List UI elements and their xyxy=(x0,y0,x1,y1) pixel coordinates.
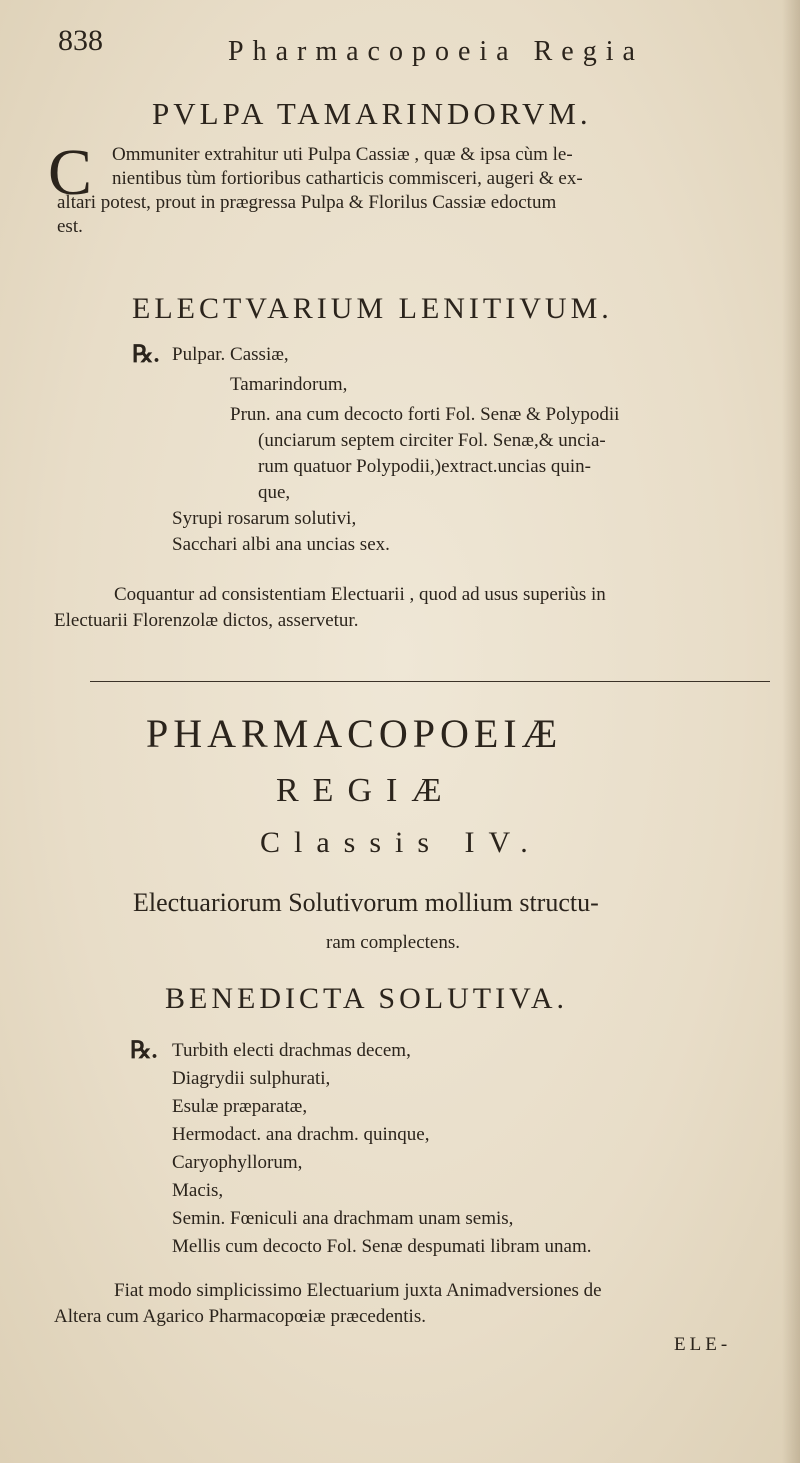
running-head: Pharmacopoeia Regia xyxy=(228,36,644,67)
recipe-symbol: ℞. xyxy=(132,342,160,368)
horizontal-rule xyxy=(90,681,770,682)
ingredient-line: (unciarum septem circiter Fol. Senæ,& uncia- xyxy=(258,430,606,451)
ingredient-line: Diagrydii sulphurati, xyxy=(172,1068,331,1089)
part-subheading: REGIÆ xyxy=(276,772,456,809)
page-number: 838 xyxy=(58,24,103,57)
ingredient-line: Esulæ præparatæ, xyxy=(172,1096,308,1117)
ingredient-line: Pulpar. Cassiæ, xyxy=(172,344,289,365)
page-edge-shadow xyxy=(782,0,800,1463)
ingredient-line: Syrupi rosarum solutivi, xyxy=(172,508,357,529)
para-line: altari potest, prout in prægressa Pulpa & Florilus Cassiæ edoctum xyxy=(57,192,557,213)
closing-line: Electuarii Florenzolæ dictos, asservetur. xyxy=(54,610,359,631)
ingredient-line: Semin. Fœniculi ana drachmam unam semis, xyxy=(172,1208,514,1229)
closing-line: Coquantur ad consistentiam Electuarii , quod ad usus superiùs in xyxy=(114,584,606,605)
para-line: Ommuniter extrahitur uti Pulpa Cassiæ , quæ & ipsa cùm le- xyxy=(112,144,573,165)
ingredient-line: Turbith electi drachmas decem, xyxy=(172,1040,411,1061)
ingredient-line: Caryophyllorum, xyxy=(172,1152,303,1173)
closing-line: Altera cum Agarico Pharmacopœiæ præcedentis. xyxy=(54,1306,426,1327)
ingredient-line: rum quatuor Polypodii,)extract.uncias quin- xyxy=(258,456,591,477)
part-description: Electuariorum Solutivorum mollium structu- xyxy=(133,888,599,917)
ingredient-line: Sacchari albi ana uncias sex. xyxy=(172,534,390,555)
closing-line: Fiat modo simplicissimo Electuarium juxta Animadversiones de xyxy=(114,1280,602,1301)
para-line: est. xyxy=(57,216,83,237)
part-description: ram complectens. xyxy=(326,932,461,953)
ingredient-line: Prun. ana cum decocto forti Fol. Senæ & Polypodii xyxy=(230,404,620,425)
ingredient-line: Macis, xyxy=(172,1180,224,1201)
class-heading: Classis IV. xyxy=(260,826,542,859)
section-title-benedicta: BENEDICTA SOLUTIVA. xyxy=(165,982,569,1015)
drop-cap: C xyxy=(48,136,93,209)
para-line: nientibus tùm fortioribus catharticis commisceri, augeri & ex- xyxy=(112,168,583,189)
part-heading: PHARMACOPOEIÆ xyxy=(146,711,563,756)
section-title-pulpa: PVLPA TAMARINDORVM. xyxy=(152,96,592,131)
section-title-electuarium: ELECTVARIUM LENITIVUM. xyxy=(132,292,613,325)
ingredient-line: Mellis cum decocto Fol. Senæ despumati libram unam. xyxy=(172,1236,592,1257)
ingredient-line: que, xyxy=(258,482,291,503)
ingredient-line: Tamarindorum, xyxy=(230,374,348,395)
recipe-symbol: ℞. xyxy=(130,1038,158,1064)
catchword: ELE- xyxy=(674,1334,732,1355)
ingredient-line: Hermodact. ana drachm. quinque, xyxy=(172,1124,430,1145)
